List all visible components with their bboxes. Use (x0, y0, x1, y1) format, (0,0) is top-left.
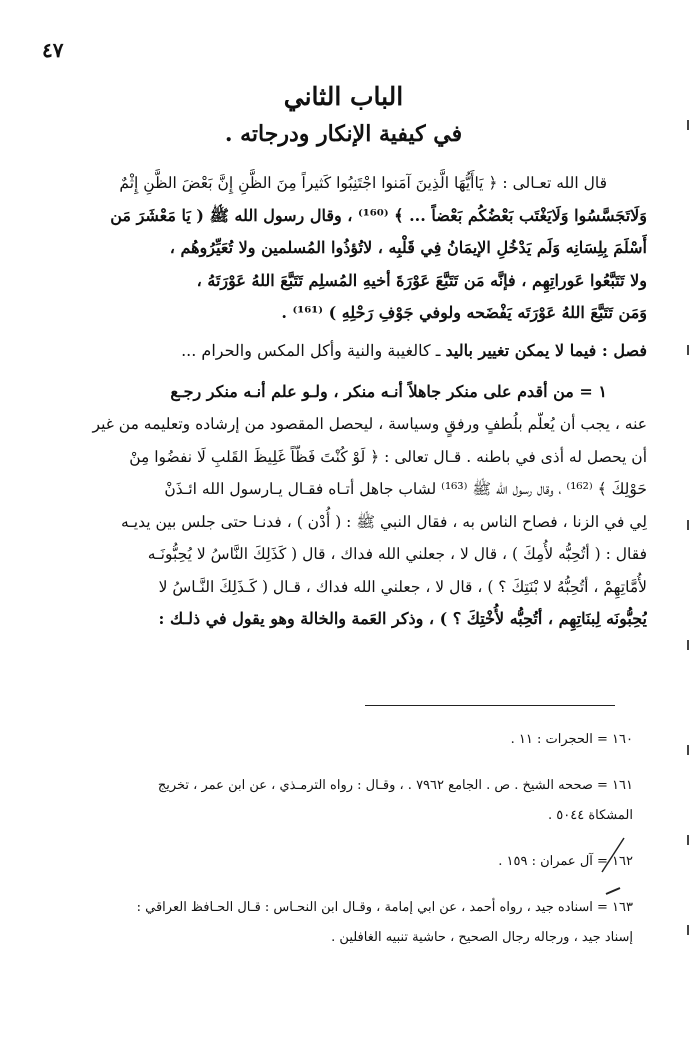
handwritten-pen-mark (598, 836, 628, 896)
body-first-line: ١ = من أقدم على منكر جاهلاً أنـه منكر ، ولـو علم أنـه منكر رجـع (170, 381, 607, 401)
section-heading (40, 336, 647, 366)
chapter-subtitle: في كيفية الإنكار ودرجاته . (224, 121, 463, 147)
intro-line: وَلَاتَجَسَّسُوا وَلَايَغْتَب بَعْضُكُم بَعْضاً ... ﴾ ⁽¹⁶⁰⁾ ، وقال رسول الله ﷺ ( يَا مَعْشَرَ مَن (110, 205, 647, 225)
section-label: فصل : فيما لا يمكن تغيير باليد (445, 340, 647, 360)
body-line: لأُمَّاتِهِمْ ، أتُحِبُّهُ لا بْنَتِكَ ؟ ) ، قال لا ، جعلني الله فداك ، قـال ( كَـذَلِكَ النَّـاسُ لا (158, 577, 647, 596)
body-line: عنه ، يجب أن يُعلّم بلُطفٍ ورفقٍ وسياسة ، ليحصل المقصود من إرشاده وتعليمه من غير (92, 415, 647, 433)
scan-edge-marks (677, 0, 689, 1046)
body-line: أن يحصل له أذى في باطنه . قـال تعالى : ﴿ لَوْ كُنْتَ فَظّاً غَلِيظَ القَلبِ لَا نفضُوا مِنْ (129, 447, 647, 466)
intro-line: ولا تَتَبَّعُوا عَوراتِهِم ، فإنَّه مَن تَتَبَّعَ عَوْرَةَ أخيهِ المُسلِم تَتَبَّعَ اللهُ عَوْرَتَهُ ، (196, 270, 647, 290)
body-line: فقال : ( أتُحِبُّه لأُمِكَ ) ، قال لا ، جعلني الله فداك ، قال ( كَذَلِكَ النَّاسُ لا يُحِبُّونَـه (147, 545, 647, 563)
footnote-163-cont: إسناد جيد ، ورجاله رجال الصحيح ، حاشية تنبيه الغافلين . (331, 930, 633, 945)
footnote-161-cont: المشكاة ٥٠٤٤ . (548, 808, 633, 823)
section-rest: ـ كالغيبة والنية وأكل المكس والحرام ... (181, 340, 446, 360)
intro-line: قال الله تعـالى : ﴿ يَاأَيُّهَا الَّذِينَ آمَنوا اجْتَنِبُوا كَثيراً مِنَ الظَّنِ إِنَّ بَعْضَ الظَّنِ إِثْمٌ (119, 174, 607, 192)
footnote-163: ١٦٣ = اسناده جيد ، رواه أحمد ، عن ابي إمامة ، وقـال ابن النحـاس : قـال الحـافظ العراقي : (136, 900, 633, 915)
main-text (40, 82, 647, 636)
intro-line: وَمَن تَتَبَّعَ اللهُ عَوْرَتَه يَفْضَحه ولوفي جَوْفِ رَحْلِهِ ) ⁽¹⁶¹⁾ . (281, 303, 647, 322)
page-number: ٤٧ (42, 38, 64, 62)
footnote-161: ١٦١ = صححه الشيخ . ص . الجامع ٧٩٦٢ . ، وقـال : رواه الترمـذي ، عن ابن عمر ، تخريج (157, 778, 633, 793)
footnote-160: ١٦٠ = الحجرات : ١١ . (510, 732, 633, 747)
footnote-162: ١٦٢ = آل عمران : ١٥٩ . (498, 854, 633, 869)
footnote-divider (365, 705, 615, 706)
footnotes (40, 725, 633, 953)
chapter-title: الباب الثاني (283, 82, 404, 111)
body-line: حَوْلِكَ ﴾ ⁽¹⁶²⁾ ، وقال رسول الله ﷺ ⁽¹⁶³⁾ لشاب جاهل أتـاه فقـال يـارسول الله ائـذَنْ (164, 480, 647, 498)
intro-line: أَسْلَمَ بِلِسَانِه وَلَم يَدْخُلِ الإيمَانُ فِي قَلْبِه ، لاتُؤذُوا المُسلمين ولا تُعَيِّرُوهُم ، (169, 238, 647, 257)
body-line: لِي في الزنا ، فصاح الناس به ، فقال النبي ﷺ : ( أُدْن ) ، فدنـا حتى جلس بين يديـه (120, 512, 647, 531)
body-line: يُحِبُّونَه لِبنَاتِهِم ، أتُحِبُّه لأُخْتِكَ ؟ ) ، وذكر العَمة والخالة وهو يقول في ذلـك : (158, 609, 647, 628)
